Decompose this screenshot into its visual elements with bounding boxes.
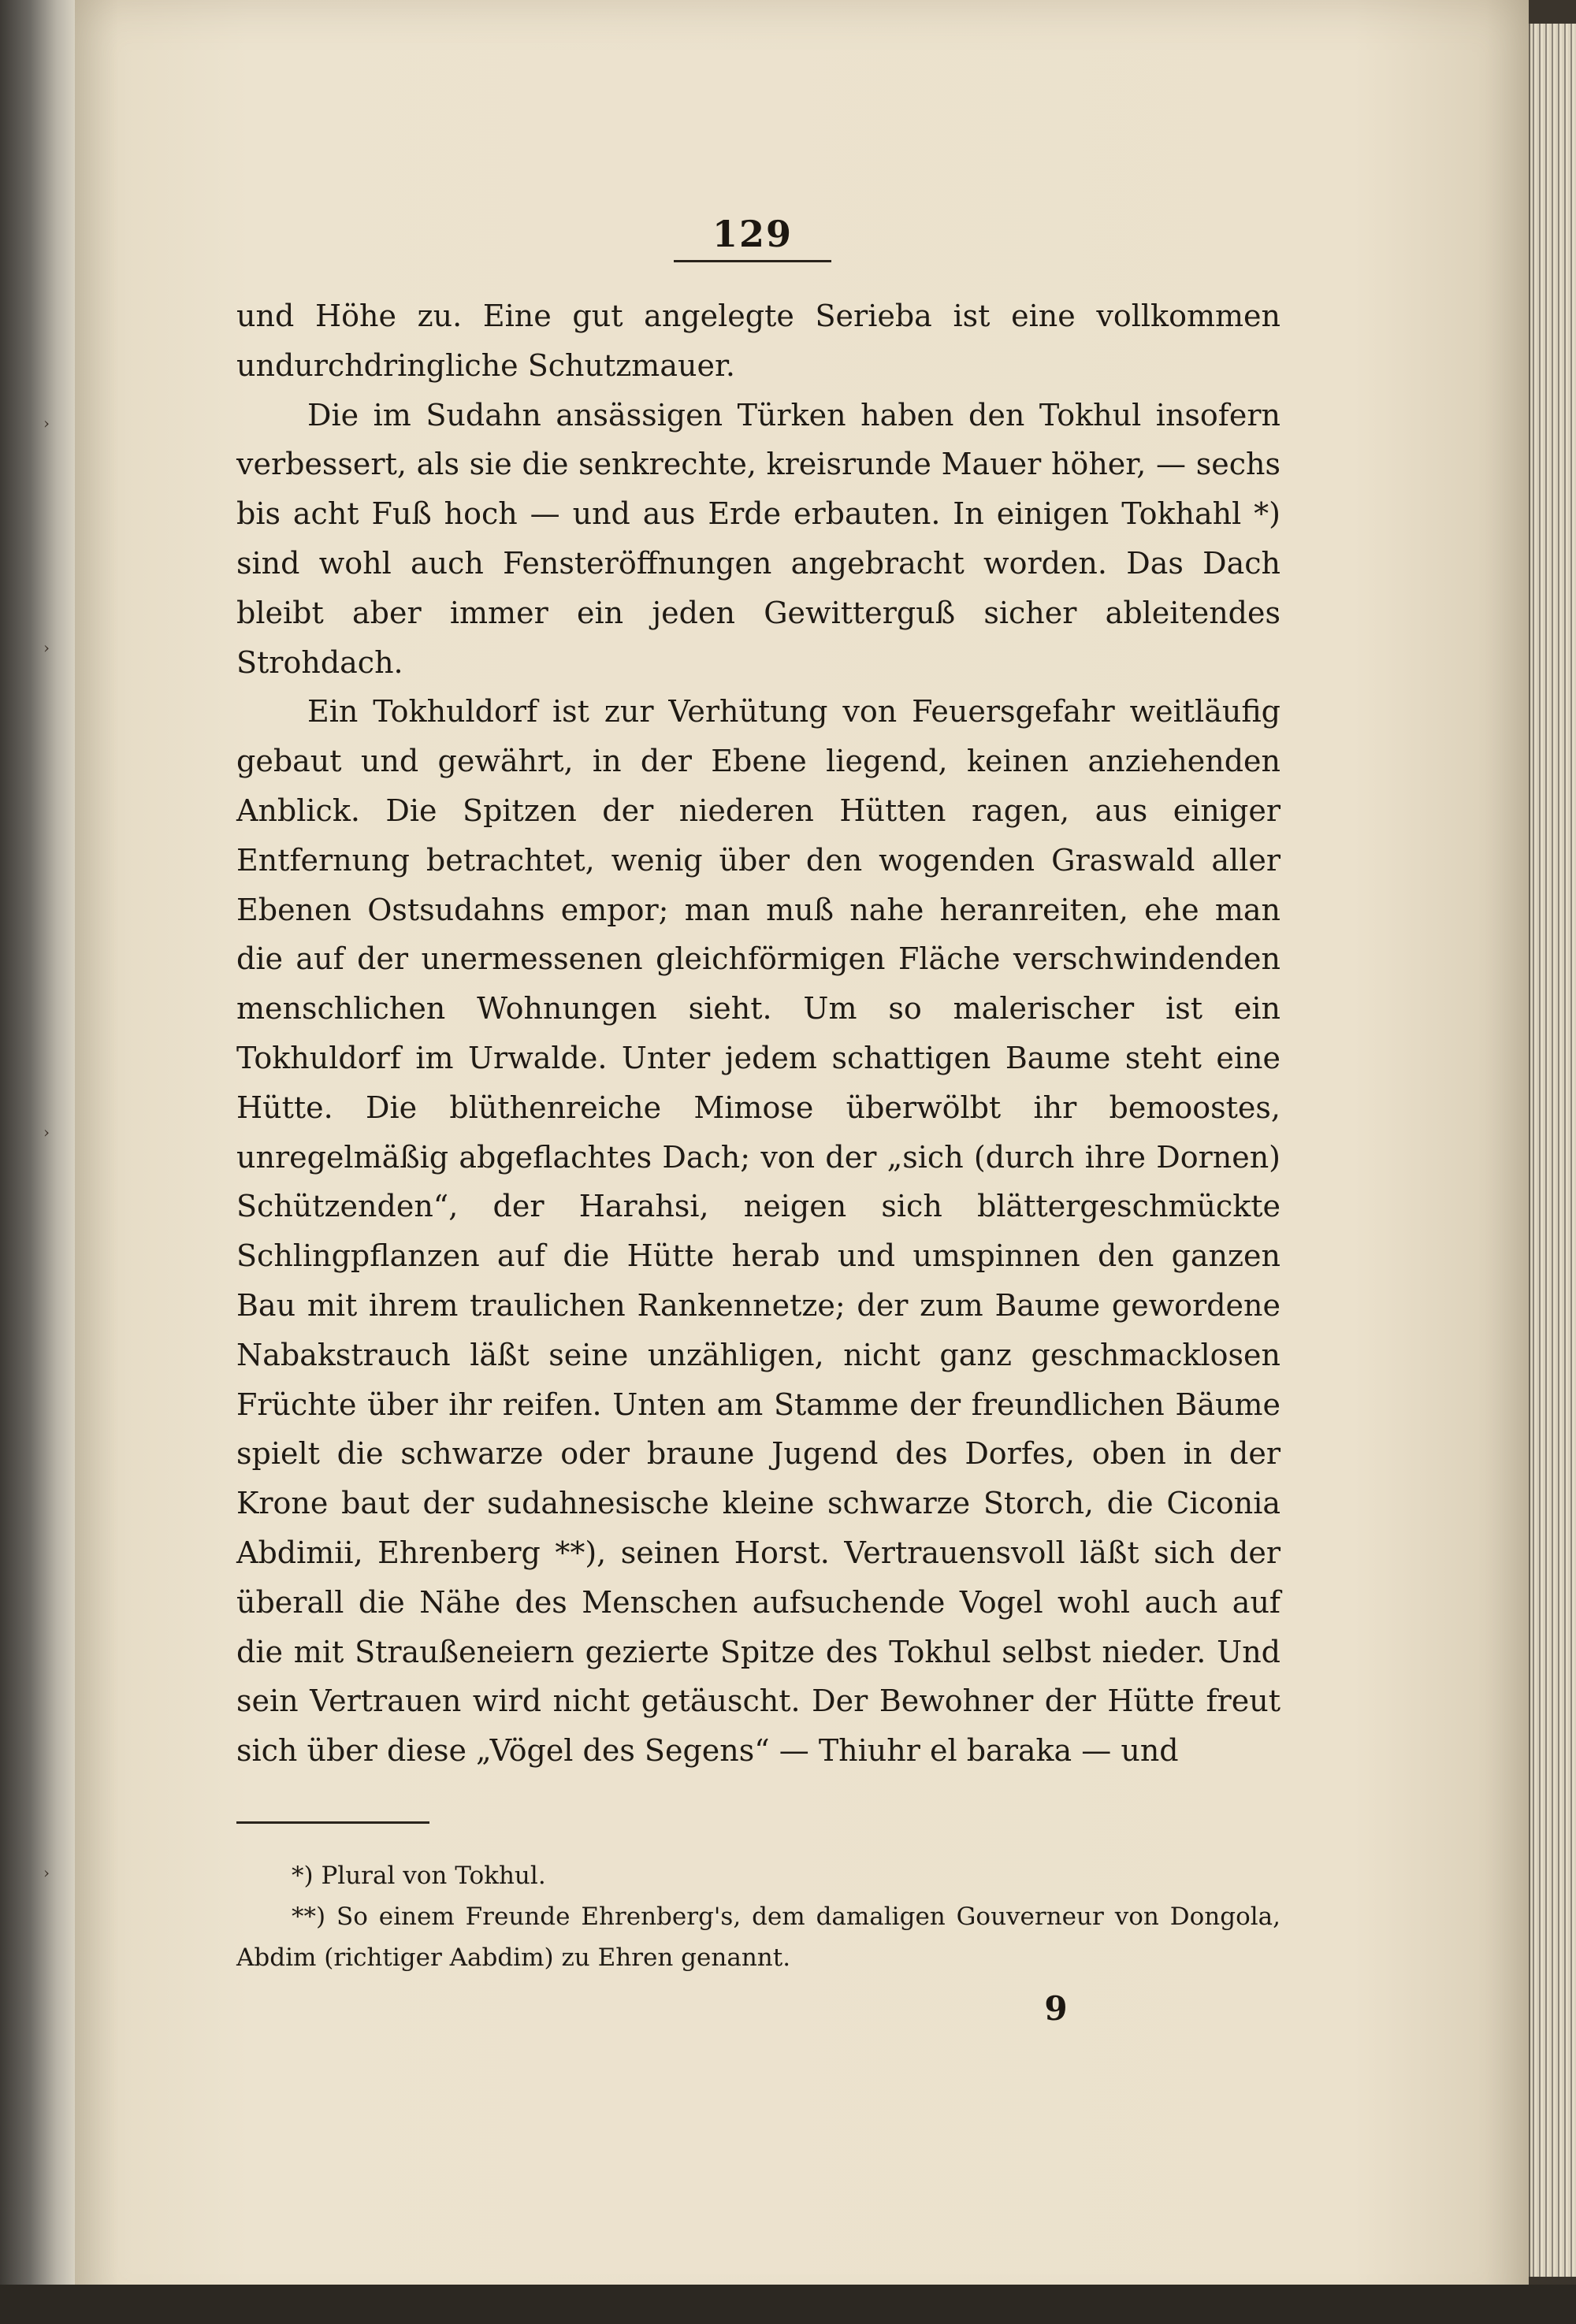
footnote: **) So einem Freunde Ehrenberg's, dem damaligen Gouverneur von Dongola, Abdim (richtiger Aabdim) zu Ehren genannt.	[236, 1903, 1280, 1972]
bottom-edge	[0, 2285, 1576, 2324]
header-rule	[674, 260, 831, 262]
margin-mark: ›	[43, 638, 50, 657]
page-number: 129	[712, 213, 794, 255]
footnotes	[236, 1855, 1280, 1978]
page-header	[674, 213, 831, 262]
paragraph: Die im Sudahn ansässigen Türken haben den Tokhul insofern verbessert, als sie die senkrechte, kreisrunde Mauer höher, — sechs bis acht Fuß hoch — und aus Erde erbauten. In einigen Tokhahl *) sind wohl auch Fensteröffnungen angebracht worden. Das Dach bleibt aber immer ein jeden Gewitterguß sicher ableitendes Strohdach.	[236, 397, 1280, 680]
footnote: *) Plural von Tokhul.	[292, 1862, 546, 1890]
paragraph: und Höhe zu. Eine gut angelegte Serieba ist eine vollkommen undurchdringliche Schutzmauer.	[236, 299, 1280, 383]
margin-mark: ›	[43, 414, 50, 433]
paragraph: Ein Tokhuldorf ist zur Verhütung von Feuersgefahr weitläufig gebaut und gewährt, in der Ebene liegend, keinen anziehenden Anblick. Die Spitzen der niederen Hütten ragen, aus einiger Entfernung betrachtet, wenig über den wogenden Graswald aller Ebenen Ostsudahns empor; man muß nahe heranreiten, ehe man die auf der unermessenen gleichförmigen Fläche verschwindenden menschlichen Wohnungen sieht. Um so malerischer ist ein Tokhuldorf im Urwalde. Unter jedem schattigen Baume steht eine Hütte. Die blüthenreiche Mimose überwölbt ihr bemoostes, unregelmäßig abgeflachtes Dach; von der „sich (durch ihre Dornen) Schützenden“, der Harahsi, neigen sich blättergeschmückte Schlingpflanzen auf die Hütte herab und umspinnen den ganzen Bau mit ihrem traulichen Rankennetze; der zum Baume gewordene Nabakstrauch läßt seine unzähligen, nicht ganz geschmacklosen Früchte über ihr reifen. Unten am Stamme der freundlichen Bäume spielt die schwarze oder braune Jugend des Dorfes, oben in der Krone baut der sudahnesische kleine schwarze Storch, die Ciconia Abdimii, Ehrenberg **), seinen Horst. Vertrauensvoll läßt sich der überall die Nähe des Menschen aufsuchende Vogel wohl auch auf die mit Straußeneiern gezierte Spitze des Tokhul selbst nieder. Und sein Vertrauen wird nicht getäuscht. Der Bewohner der Hütte freut sich über diese „Vögel des Segens“ — Thiuhr el baraka — und	[236, 694, 1280, 1769]
page-edges	[1529, 24, 1576, 2277]
margin-mark: ›	[43, 1123, 50, 1142]
signature-mark: 9	[1044, 1989, 1068, 2028]
footnote-rule	[236, 1821, 429, 1824]
book-spine	[0, 0, 75, 2324]
margin-mark: ›	[43, 1863, 50, 1882]
body-text	[236, 291, 1280, 1776]
